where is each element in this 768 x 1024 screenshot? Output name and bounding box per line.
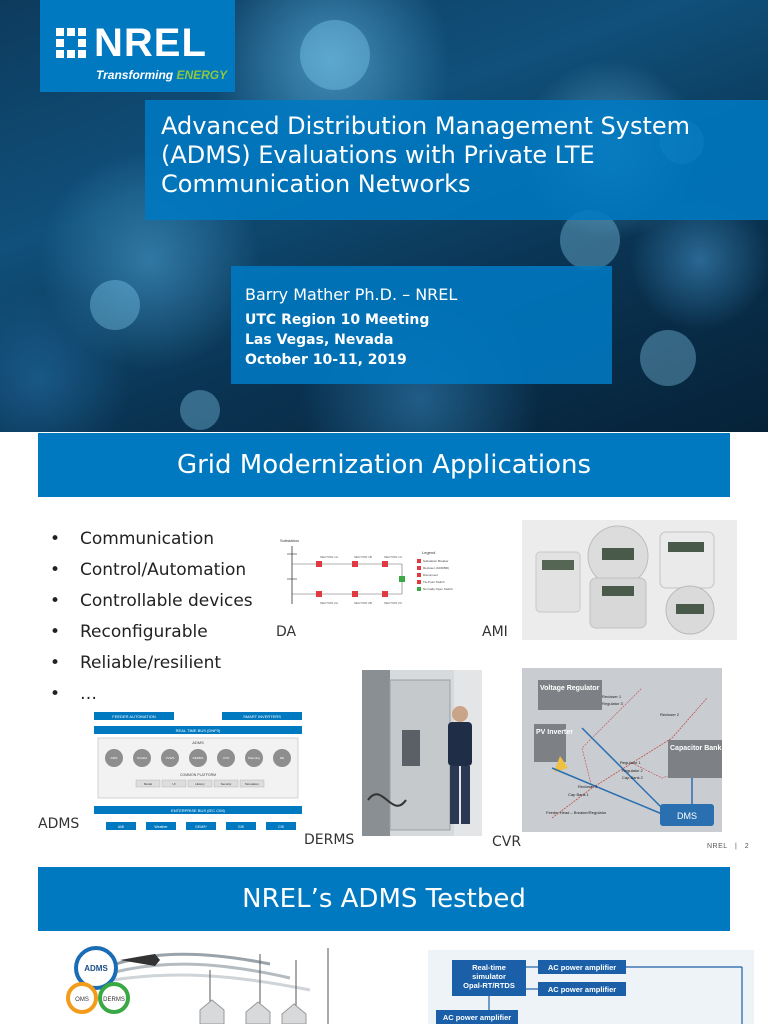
cvr-annotation: Recloser 2 bbox=[660, 712, 680, 717]
presentation-title: Advanced Distribution Management System (ADMS) Evaluations with Private LTE Communication Networks bbox=[161, 112, 691, 198]
da-diagram bbox=[272, 534, 472, 626]
bullet-item: • Controllable devices bbox=[50, 586, 253, 617]
adms-bottom-item: AMI bbox=[117, 825, 125, 829]
testbed-simulator-line: simulator bbox=[472, 972, 506, 981]
bullet-item: • Control/Automation bbox=[50, 555, 253, 586]
adms-bottom-item: CIS bbox=[278, 825, 284, 829]
adms-architecture-diagram bbox=[92, 710, 304, 840]
da-legend-item: Normally Open Switch bbox=[423, 587, 453, 591]
cvr-dms-label: DMS bbox=[677, 811, 697, 821]
testbed-simulator-line: Real-time bbox=[472, 963, 506, 972]
testbed-amp-2: AC power amplifier bbox=[547, 985, 617, 994]
bullet-list bbox=[50, 524, 253, 710]
da-section-label: SECTION 2B bbox=[354, 601, 372, 605]
adms-testbed-slide bbox=[0, 864, 768, 1024]
event-date: October 10-11, 2019 bbox=[245, 352, 407, 368]
cvr-annotation: Recloser 1 bbox=[602, 694, 622, 699]
cvr-diagram bbox=[522, 668, 722, 832]
cvr-capacitor-bank-label: Capacitor Bank bbox=[670, 745, 722, 752]
adms-app: DERMS bbox=[192, 756, 204, 760]
adms-platform-item: Simulation bbox=[244, 782, 260, 786]
bokeh-light bbox=[90, 280, 140, 330]
bullet-item: • Reliable/resilient bbox=[50, 648, 253, 679]
event-location: Las Vegas, Nevada bbox=[245, 332, 394, 348]
testbed-derms-label: DERMS bbox=[103, 997, 125, 1003]
adms-app: Planning bbox=[248, 756, 260, 760]
nrel-logo bbox=[40, 0, 235, 92]
slide-header: NREL’s ADMS Testbed bbox=[38, 867, 730, 931]
adms-top-right: SMART INVERTERS bbox=[243, 714, 281, 719]
bullet-item: • … bbox=[50, 679, 253, 710]
adms-platform: COMMON PLATFORM bbox=[179, 773, 217, 777]
testbed-grid-illustration bbox=[60, 940, 340, 1024]
title-slide bbox=[0, 0, 768, 432]
title-panel bbox=[145, 100, 768, 220]
cvr-annotation: Regulator 2 bbox=[622, 768, 643, 773]
bullet-item: • Communication bbox=[50, 524, 253, 555]
adms-app: VVWS bbox=[165, 756, 175, 760]
adms-bottom-item: Weather bbox=[154, 825, 168, 829]
derms-photo bbox=[362, 670, 482, 836]
nrel-logo-mark-icon bbox=[56, 28, 86, 58]
da-substation-label: Substation bbox=[280, 538, 299, 543]
da-section-label: SECTION 2A bbox=[320, 601, 338, 605]
adms-app: DMS bbox=[110, 756, 118, 760]
adms-platform-item: UI bbox=[172, 782, 176, 786]
bokeh-light bbox=[180, 390, 220, 430]
tagline-accent: ENERGY bbox=[176, 68, 228, 82]
footer-separator: | bbox=[735, 843, 738, 850]
presenter-name: Barry Mather Ph.D. – NREL bbox=[245, 285, 458, 304]
cvr-annotation: Recloser 3 bbox=[578, 784, 598, 789]
testbed-oms-label: OMS bbox=[75, 997, 89, 1003]
adms-app: RE bbox=[279, 756, 285, 760]
da-label: DA bbox=[276, 624, 297, 640]
cvr-annotation: Regulator 1 bbox=[620, 760, 641, 765]
slide-header: Grid Modernization Applications bbox=[38, 433, 730, 497]
da-legend-item: Recloser (ADR/BR) bbox=[423, 566, 450, 570]
presenter-panel bbox=[231, 266, 612, 384]
da-section-label: SECTION 2C bbox=[384, 601, 403, 605]
adms-label: ADMS bbox=[38, 816, 80, 832]
cvr-annotation: Cap Bank 1 bbox=[568, 792, 589, 797]
da-section-label: SECTION 1A bbox=[320, 555, 338, 559]
ami-label: AMI bbox=[482, 624, 508, 640]
tagline-prefix: Transforming bbox=[96, 68, 177, 82]
da-section-label: SECTION 1C bbox=[384, 555, 403, 559]
bokeh-light bbox=[640, 330, 696, 386]
adms-platform-item: History bbox=[195, 782, 205, 786]
adms-core: ADMS bbox=[192, 740, 204, 745]
adms-app: VVO bbox=[222, 756, 230, 760]
event-name: UTC Region 10 Meeting bbox=[245, 312, 430, 328]
slide-footer bbox=[707, 843, 749, 850]
testbed-amp-1: AC power amplifier bbox=[547, 963, 617, 972]
da-legend-item: Substation Breaker bbox=[423, 559, 449, 563]
grid-modernization-slide bbox=[0, 432, 768, 864]
da-legend-title: Legend bbox=[422, 550, 436, 555]
da-legend-item: Disconnect bbox=[423, 573, 438, 577]
bokeh-light bbox=[300, 20, 370, 90]
bullet-item: • Reconfigurable bbox=[50, 617, 253, 648]
testbed-adms-label: ADMS bbox=[84, 964, 108, 973]
adms-platform-item: Security bbox=[220, 782, 232, 786]
cvr-annotation: Cap Bank 2 bbox=[622, 775, 643, 780]
adms-bus-top: REAL TIME BUS (DNP3) bbox=[175, 728, 221, 733]
cvr-annotation: Feeder Head – Breaker/Regulator bbox=[546, 810, 607, 815]
adms-platform-item: Model bbox=[143, 782, 153, 786]
da-section-label: SECTION 1B bbox=[354, 555, 372, 559]
da-legend-item: Tie-Point Switch bbox=[423, 580, 445, 584]
derms-label: DERMS bbox=[304, 832, 355, 848]
logo-wordmark: NREL bbox=[94, 21, 207, 65]
adms-bottom-item: GIS bbox=[237, 825, 245, 829]
ami-meters-photo bbox=[522, 520, 737, 640]
cvr-annotation: Regulator 3 bbox=[602, 701, 623, 706]
adms-bottom-item: GEMS* bbox=[195, 825, 207, 829]
cvr-pv-inverter-label: PV Inverter bbox=[536, 729, 573, 736]
footer-org: NREL bbox=[707, 843, 728, 850]
adms-app: SCADA bbox=[136, 756, 148, 760]
adms-top-left: FEEDER AUTOMATION bbox=[112, 714, 156, 719]
testbed-amp-3: AC power amplifier bbox=[442, 1013, 512, 1022]
testbed-simulator-line: Opal-RT/RTDS bbox=[463, 981, 515, 990]
testbed-block-diagram bbox=[428, 950, 754, 1024]
adms-bus-bottom: ENTERPRISE BUS (IEC CIM) bbox=[171, 808, 225, 813]
logo-tagline bbox=[96, 68, 227, 82]
cvr-label: CVR bbox=[492, 834, 522, 850]
footer-page-number: 2 bbox=[744, 843, 750, 850]
cvr-voltage-regulator-label: Voltage Regulator bbox=[540, 685, 600, 692]
